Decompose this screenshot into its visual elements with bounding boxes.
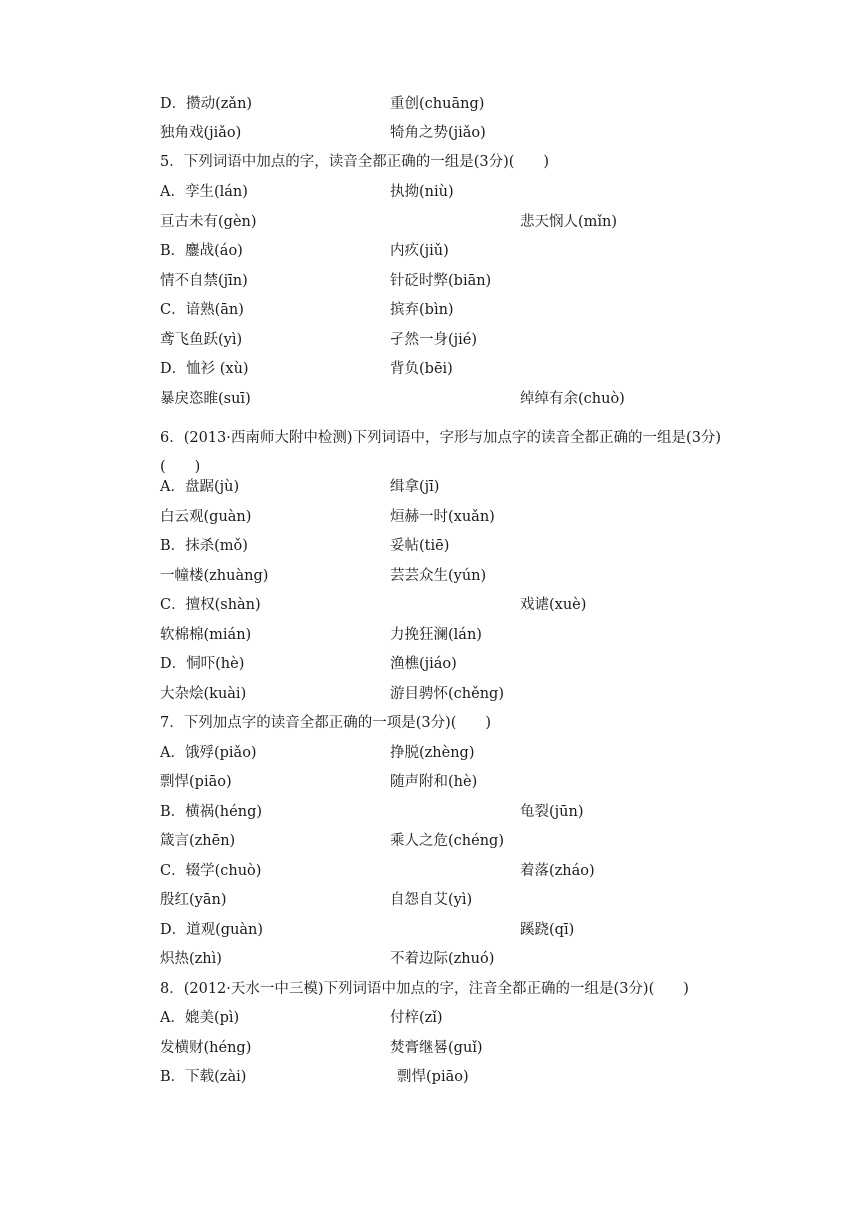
text-line: 亘古未有(gèn) (160, 214, 257, 230)
text-line: A．饿殍(piǎo) (160, 745, 257, 761)
text-line: 犄角之势(jiǎo) (390, 125, 486, 141)
text-line: B．抹杀(mǒ) (160, 538, 248, 554)
text-line: 一幢楼(zhuàng) (160, 568, 269, 584)
text-line: 蹊跷(qī) (520, 922, 575, 938)
text-line: C．辍学(chuò) (160, 863, 262, 879)
text-line: 渔樵(jiáo) (390, 656, 457, 672)
text-line: D．恤衫 (xù) (160, 361, 249, 377)
text-line: 悲天悯人(mǐn) (520, 214, 618, 230)
text-line: 摈弃(bìn) (390, 302, 454, 318)
text-line: 挣脱(zhèng) (390, 745, 475, 761)
text-line: 情不自禁(jīn) (160, 273, 248, 289)
text-line: 随声附和(hè) (390, 774, 478, 790)
text-line: 8．(2012·天水一中三模)下列词语中加点的字，注音全都正确的一组是(3分)( ) (160, 981, 689, 997)
text-line: 重创(chuāng) (390, 96, 485, 112)
text-line: 付梓(zǐ) (390, 1010, 443, 1026)
text-line: C．擅权(shàn) (160, 597, 261, 613)
text-line: 暴戾恣睢(suī) (160, 391, 251, 407)
text-line: 戏谑(xuè) (520, 597, 587, 613)
text-line: 发横财(héng) (160, 1040, 252, 1056)
text-line: 鸢飞鱼跃(yì) (160, 332, 243, 348)
text-line: 剽悍(piāo) (397, 1069, 469, 1085)
text-line: D．恫吓(hè) (160, 656, 245, 672)
text-line: 自怨自艾(yì) (390, 892, 473, 908)
text-line: 内疚(jiǔ) (390, 243, 449, 259)
text-line: D．攒动(zǎn) (160, 96, 253, 112)
text-line: 白云观(guàn) (160, 509, 252, 525)
question-6-stem: 6．(2013·西南师大附中检测)下列词语中，字形与加点字的读音全都正确的一组是(3分)( ) (160, 430, 722, 475)
text-line: 龟裂(jūn) (520, 804, 584, 820)
text-line: 不着边际(zhuó) (390, 951, 495, 967)
text-line: 炽热(zhì) (160, 951, 222, 967)
text-line: 乘人之危(chéng) (390, 833, 504, 849)
text-line: 针砭时弊(biān) (390, 273, 492, 289)
text-line: 力挽狂澜(lán) (390, 627, 482, 643)
text-line: B．下载(zài) (160, 1069, 247, 1085)
text-line: 7．下列加点字的读音全都正确的一项是(3分)( ) (160, 715, 492, 731)
text-line: A．媲美(pì) (160, 1010, 240, 1026)
text-line: 芸芸众生(yún) (390, 568, 487, 584)
text-line: 烜赫一时(xuǎn) (390, 509, 495, 525)
text-line: 5．下列词语中加点的字，读音全都正确的一组是(3分)( ) (160, 154, 550, 170)
text-line: 妥帖(tiē) (390, 538, 450, 554)
text-line: 孑然一身(jié) (390, 332, 478, 348)
text-line: 箴言(zhēn) (160, 833, 236, 849)
text-line: C．谙熟(ān) (160, 302, 244, 318)
text-line: 绰绰有余(chuò) (520, 391, 625, 407)
text-line: 焚膏继晷(guǐ) (390, 1040, 483, 1056)
text-line: 软棉棉(mián) (160, 627, 252, 643)
text-line: B．鏖战(áo) (160, 243, 243, 259)
text-line: B．横祸(héng) (160, 804, 263, 820)
text-line: D．道观(guàn) (160, 922, 264, 938)
text-line: 游目骋怀(chěng) (390, 686, 504, 702)
text-line: A．孪生(lán) (160, 184, 248, 200)
text-line: A．盘踞(jù) (160, 479, 240, 495)
text-line: 殷红(yān) (160, 892, 227, 908)
text-line: 大杂烩(kuài) (160, 686, 247, 702)
text-line: 着落(zháo) (520, 863, 595, 879)
text-line: 独角戏(jiǎo) (160, 125, 242, 141)
text-line: 背负(bēi) (390, 361, 453, 377)
text-line: 缉拿(jī) (390, 479, 440, 495)
text-line: 剽悍(piāo) (160, 774, 232, 790)
text-line: 执拗(niù) (390, 184, 454, 200)
